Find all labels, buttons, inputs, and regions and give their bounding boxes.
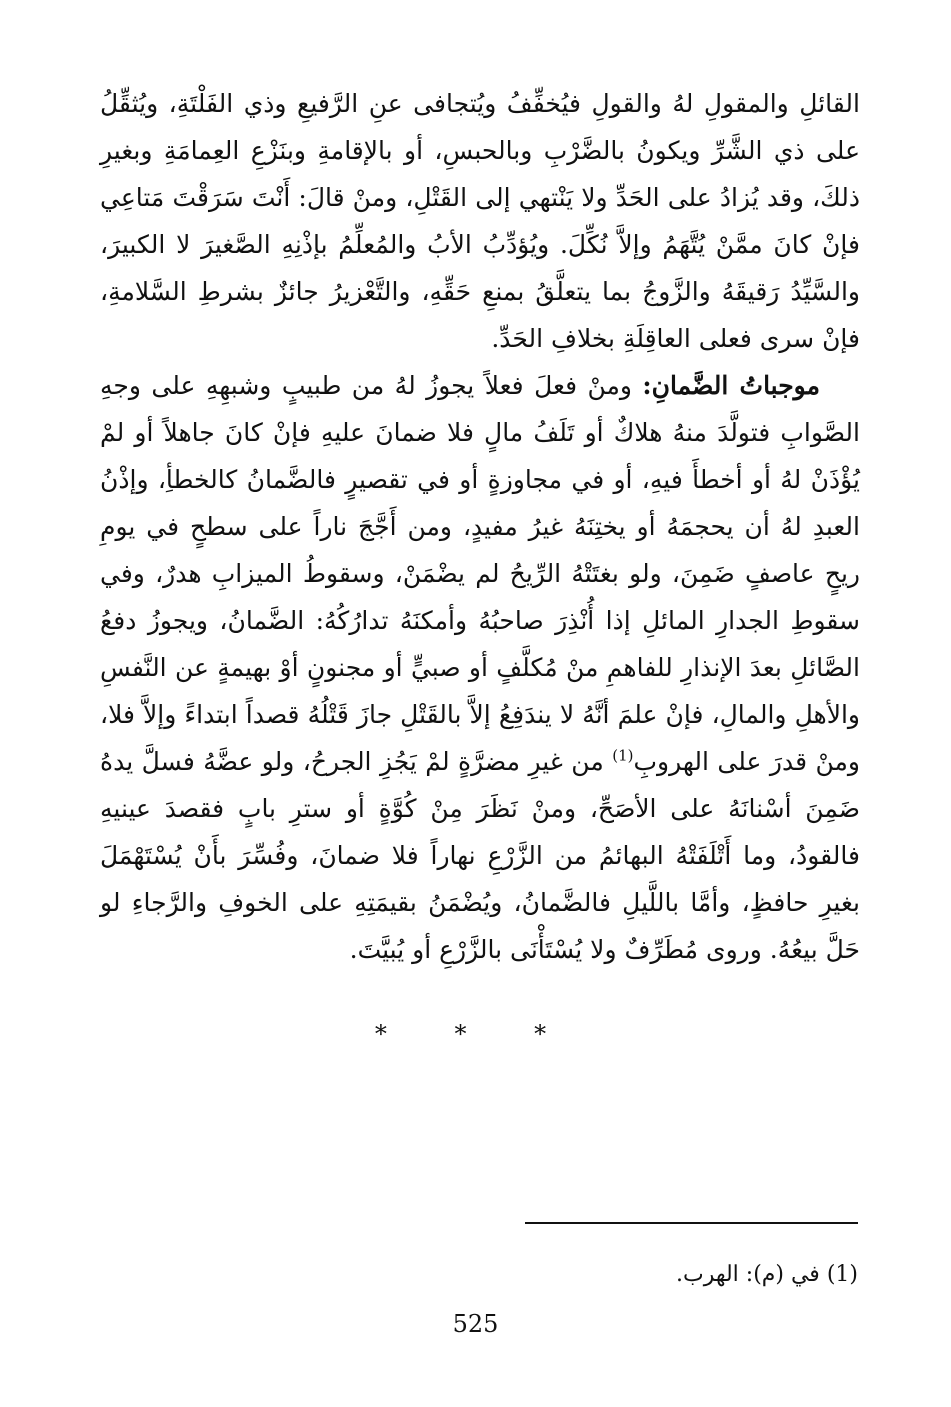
body-paragraph-1: [100, 80, 860, 362]
footnote-divider: [525, 1222, 858, 1224]
footnote: (1) في (م): الهرب.: [675, 1262, 858, 1287]
page-number: 525: [452, 1310, 499, 1338]
section-heading: موجباتُ الضَّمانِ:: [642, 371, 820, 400]
section-separator: * * *: [374, 1020, 577, 1048]
body-paragraph-2: [100, 362, 860, 973]
paragraph-1-text: القائلِ والمقولِ لهُ والقولِ فيُخفِّفُ ويُتجافى عنِ الرَّفيعِ وذي الفَلْتَةِ، ويُثقِّلُ على ذي الشَّرِّ ويكونُ بالضَّرْبِ وبالحبسِ، أو بالإقامةِ وبنَزْعِ العِمامَةِ وبغيرِ ذلكَ، وقد يُزادُ على الحَدِّ ولا يَنْتهي إلى القَتْلِ، ومنْ قالَ: أَنْتَ سَرَقْتَ مَتاعِي فإنْ كانَ ممَّنْ يُتَّهَمُ وإلاَّ نُكِّلَ. ويُؤدِّبُ الأبُ والمُعلِّمُ بإذْنِهِ الصَّغيرَ لا الكبيرَ، والسَّيِّدُ رَقيقَهُ والزَّوجُ بما يتعلَّقُ بمنعِ حَقِّهِ، والتَّعْزيرُ جائزٌ بشرطِ السَّلامةِ، فإنْ سرى فعلى العاقِلَةِ بخلافِ الحَدِّ.: [100, 89, 860, 353]
footnote-reference: (1): [612, 746, 634, 765]
paragraph-2-text-part1: ومنْ فعلَ فعلاً يجوزُ لهُ من طبيبٍ وشبهِهِ على وجهِ الصَّوابِ فتولَّدَ منهُ هلاكٌ أو تَلَفُ مالٍ فلا ضمانَ عليهِ فإنْ كانَ جاهلاً أو لمْ يُؤْذَنْ لهُ أو أخطأَ فيهِ، أو في مجاوزةٍ أو في تقصيرٍ فالضَّمانُ كالخطأِ، وإذْنُ العبدِ لهُ أن يحجمَهُ أو يختِنَهُ غيرُ مفيدٍ، ومن أَجَّجَ ناراً على سطحٍ في يومِ ريحٍ عاصفٍ ضَمِنَ، ولو بغتَتْهُ الرِّيحُ لم يضْمَنْ، وسقوطُ الميزابِ هدرٌ، وفي سقوطِ الجدارِ المائلِ إذا أُنْذِرَ صاحبُهُ وأمكنَهُ تدارُكُهُ: الضَّمانُ، ويجوزُ دفعُ الصَّائلِ بعدَ الإنذارِ للفاهمِ منْ مُكلَّفٍ أو صبيٍّ أو مجنونٍ أوْ بهيمةٍ عن النَّفسِ والأهلِ والمالِ، فإنْ علمَ أنَّهُ لا يندَفِعُ إلاَّ بالقَتْلِ جازَ قَتْلُهُ قصداً ابتداءً وإلاَّ فلا، ومنْ قدرَ على الهروبِ: [100, 371, 861, 776]
paragraph-2-text-part2: من غيرِ مضرَّةٍ لمْ يَجُزِ الجرحُ، ولو عضَّهُ فسلَّ يدهُ ضَمِنَ أسْنانَهُ على الأصَحِّ، ومنْ نَظَرَ مِنْ كُوَّةٍ أو سترِ بابٍ فقصدَ عينيهِ فالقودُ، وما أَتْلَفَتْهُ البهائمُ من الزَّرْعِ نهاراً فلا ضمانَ، وفُسِّرَ بأَنْ يُسْتَهْمَلَ بغيرِ حافظٍ، وأمَّا باللَّيلِ فالضَّمانُ، ويُضْمَنُ بقيمَتِهِ على الخوفِ والرَّجاءِ لو حَلَّ بيعُهُ. وروى مُطَرِّفٌ ولا يُسْتَأْنَى بالزَّرْعِ أو يُبيَّتَ.: [100, 747, 860, 964]
